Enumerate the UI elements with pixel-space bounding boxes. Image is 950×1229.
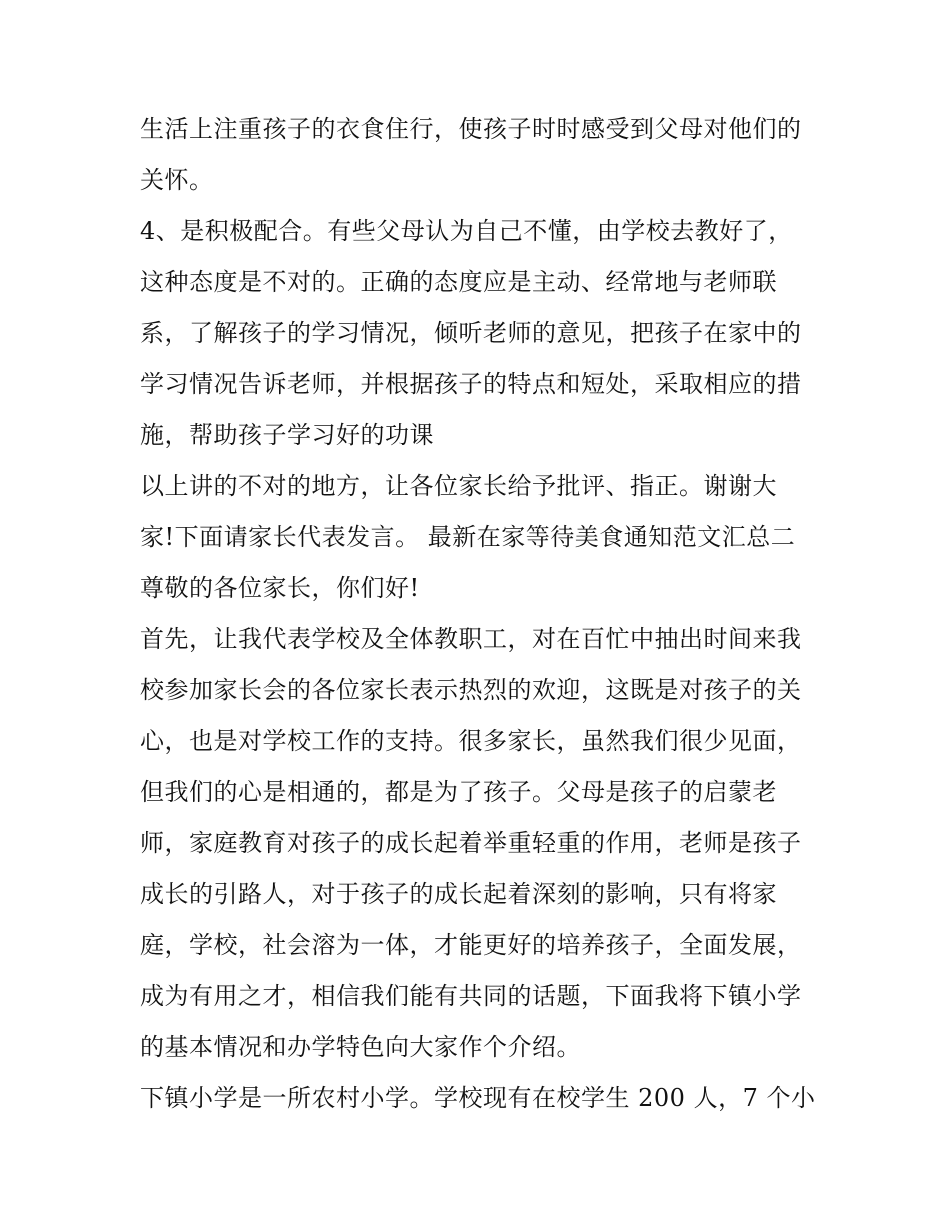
text-line: 成长的引路人，对于孩子的成长起着深刻的影响，只有将家 — [140, 880, 777, 908]
text-line: 的基本情况和办学特色向大家作个介绍。 — [140, 1033, 581, 1061]
text-line: 庭，学校，社会溶为一体，才能更好的培养孩子，全面发展， — [140, 931, 802, 959]
text-line: 成为有用之才，相信我们能有共同的话题，下面我将下镇小学 — [140, 982, 802, 1010]
text-line: 4、是积极配合。有些父母认为自己不懂，由学校去教好了， — [140, 217, 793, 245]
document-body — [140, 104, 820, 1124]
text-line: 施，帮助孩子学习好的功课 — [140, 421, 434, 449]
text-line: 但我们的心是相通的，都是为了孩子。父母是孩子的启蒙老 — [140, 778, 777, 806]
text-line: 系，了解孩子的学习情况，倾听老师的意见，把孩子在家中的 — [140, 319, 802, 347]
text-line: 关怀。 — [140, 166, 214, 194]
text-line: 下镇小学是一所农村小学。学校现有在校学生 200 人，7 个小 — [140, 1084, 816, 1112]
text-line: 这种态度是不对的。正确的态度应是主动、经常地与老师联 — [140, 268, 777, 296]
paragraph-closing — [140, 461, 820, 614]
paragraph-welcome — [140, 614, 820, 1073]
text-line: 家!下面请家长代表发言。 最新在家等待美食通知范文汇总二 — [140, 523, 796, 551]
text-line: 心，也是对学校工作的支持。很多家长，虽然我们很少见面， — [140, 727, 802, 755]
text-line: 生活上注重孩子的衣食住行，使孩子时时感受到父母对他们的 — [140, 115, 802, 143]
text-line: 校参加家长会的各位家长表示热烈的欢迎，这既是对孩子的关 — [140, 676, 802, 704]
text-line: 尊敬的各位家长，你们好! — [140, 574, 420, 602]
text-line: 首先，让我代表学校及全体教职工，对在百忙中抽出时间来我 — [140, 625, 802, 653]
paragraph-cooperate — [140, 206, 820, 461]
text-line: 以上讲的不对的地方，让各位家长给予批评、指正。谢谢大 — [140, 472, 777, 500]
text-line: 师，家庭教育对孩子的成长起着举重轻重的作用，老师是孩子 — [140, 829, 802, 857]
paragraph-school-intro — [140, 1073, 820, 1124]
paragraph-care — [140, 104, 820, 206]
text-line: 学习情况告诉老师，并根据孩子的特点和短处，采取相应的措 — [140, 370, 802, 398]
